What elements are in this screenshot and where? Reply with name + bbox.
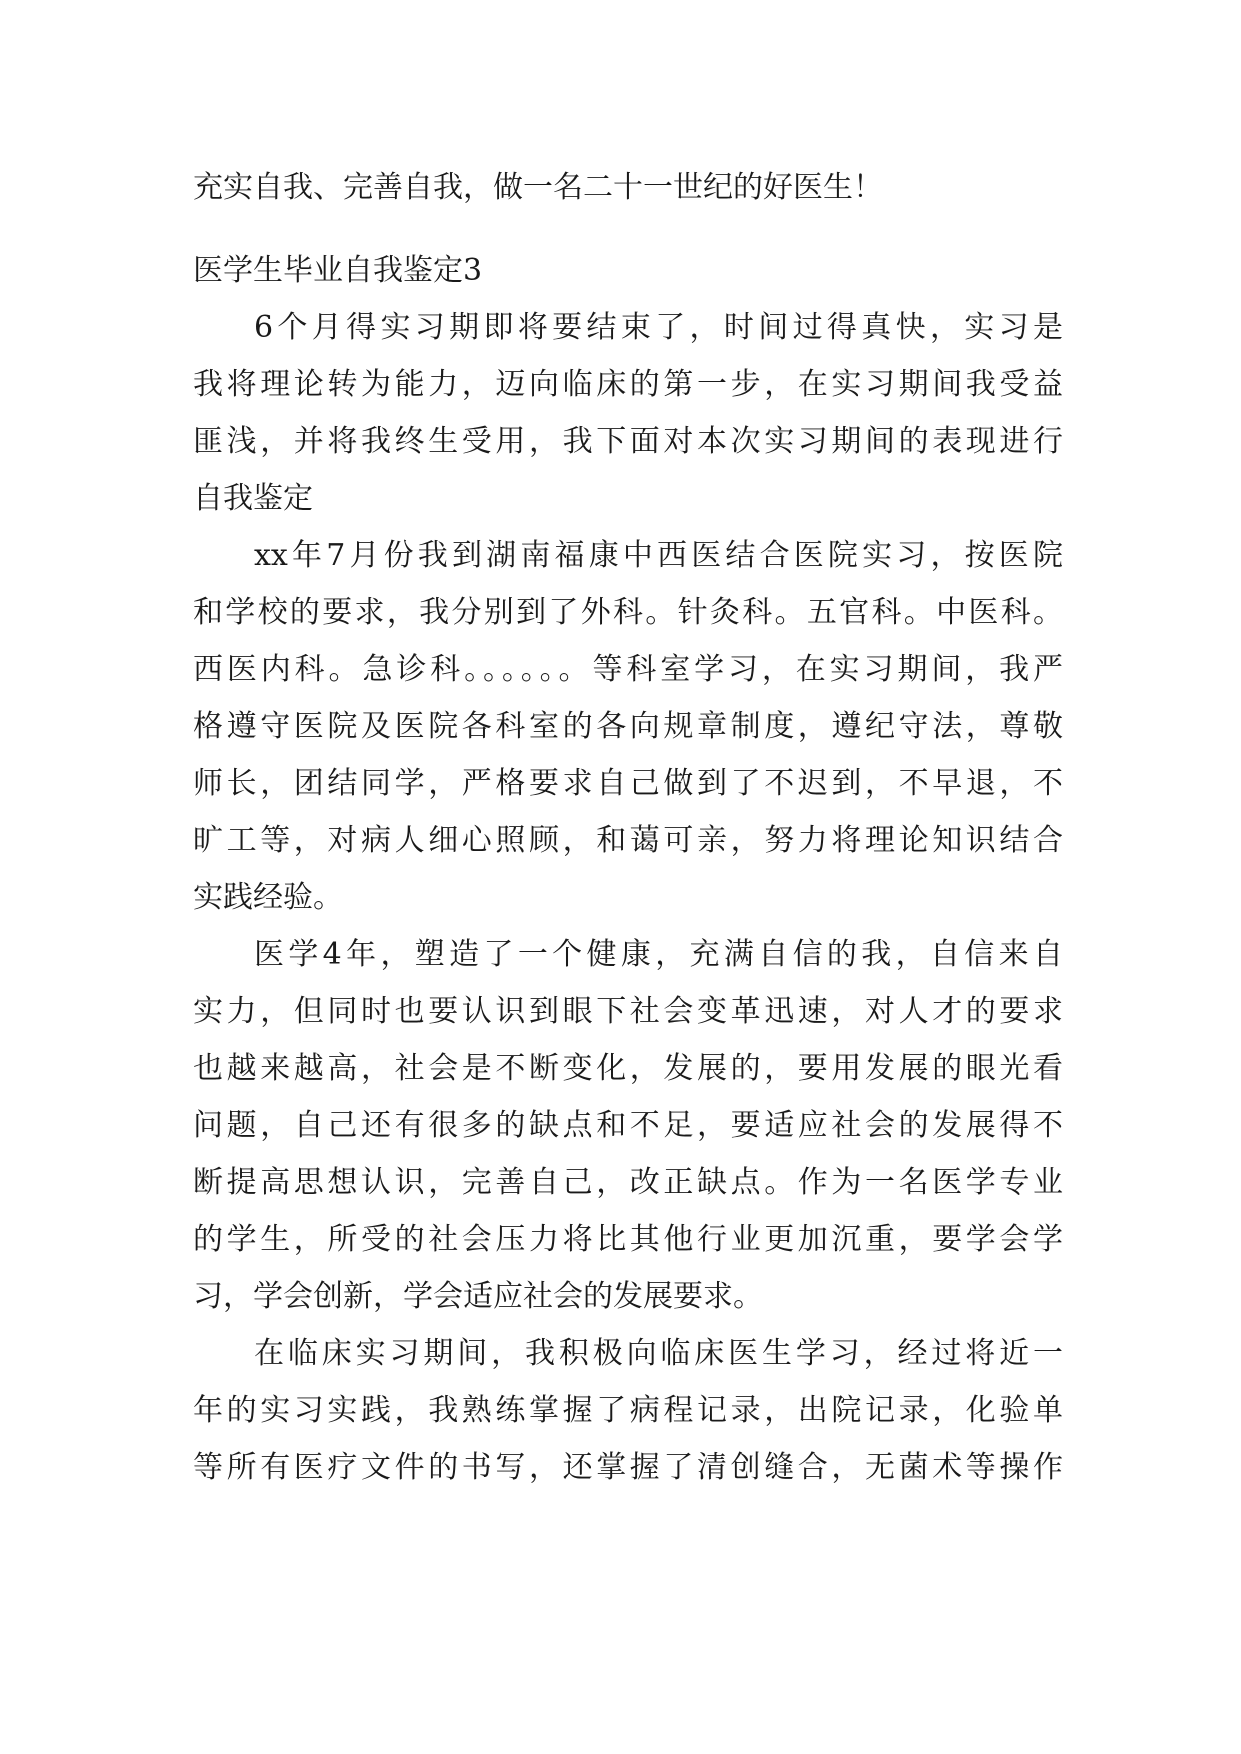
paragraph-line: 在临床实习期间，我积极向临床医生学习，经过将近一 bbox=[254, 1336, 1063, 1371]
paragraph-line: 断提高思想认识，完善自己，改正缺点。作为一名医学专业 bbox=[193, 1165, 1063, 1200]
paragraph-line: 旷工等，对病人细心照顾，和蔼可亲，努力将理论知识结合 bbox=[193, 823, 1063, 858]
paragraph-line: 师长，团结同学，严格要求自己做到了不迟到，不早退，不 bbox=[193, 766, 1063, 801]
paragraph-line: 医学4年，塑造了一个健康，充满自信的我，自信来自 bbox=[254, 937, 1063, 972]
paragraph-line: 西医内科。急诊科。。。。。。等科室学习，在实习期间，我严 bbox=[193, 652, 1063, 687]
section-heading: 医学生毕业自我鉴定3 bbox=[193, 253, 483, 288]
paragraph-line: 习，学会创新，学会适应社会的发展要求。 bbox=[193, 1279, 763, 1314]
paragraph-line: 自我鉴定 bbox=[193, 481, 313, 516]
closing-line: 充实自我、完善自我，做一名二十一世纪的好医生！ bbox=[193, 170, 883, 205]
paragraph-line: 的学生，所受的社会压力将比其他行业更加沉重，要学会学 bbox=[193, 1222, 1063, 1257]
paragraph-line: 等所有医疗文件的书写，还掌握了清创缝合，无菌术等操作 bbox=[193, 1450, 1063, 1485]
paragraph-line: 实践经验。 bbox=[193, 880, 343, 915]
paragraph-line: xx年7月份我到湖南福康中西医结合医院实习，按医院 bbox=[254, 538, 1063, 573]
paragraph-line: 和学校的要求，我分别到了外科。针灸科。五官科。中医科。 bbox=[193, 595, 1063, 630]
paragraph-line: 实力，但同时也要认识到眼下社会变革迅速，对人才的要求 bbox=[193, 994, 1063, 1029]
paragraph-line: 6个月得实习期即将要结束了，时间过得真快，实习是 bbox=[254, 310, 1063, 345]
paragraph-line: 年的实习实践，我熟练掌握了病程记录，出院记录，化验单 bbox=[193, 1393, 1063, 1428]
paragraph-line: 匪浅，并将我终生受用，我下面对本次实习期间的表现进行 bbox=[193, 424, 1063, 459]
paragraph-line: 格遵守医院及医院各科室的各向规章制度，遵纪守法，尊敬 bbox=[193, 709, 1063, 744]
paragraph-line: 也越来越高，社会是不断变化，发展的，要用发展的眼光看 bbox=[193, 1051, 1063, 1086]
paragraph-line: 我将理论转为能力，迈向临床的第一步，在实习期间我受益 bbox=[193, 367, 1063, 402]
paragraph-line: 问题，自己还有很多的缺点和不足，要适应社会的发展得不 bbox=[193, 1108, 1063, 1143]
